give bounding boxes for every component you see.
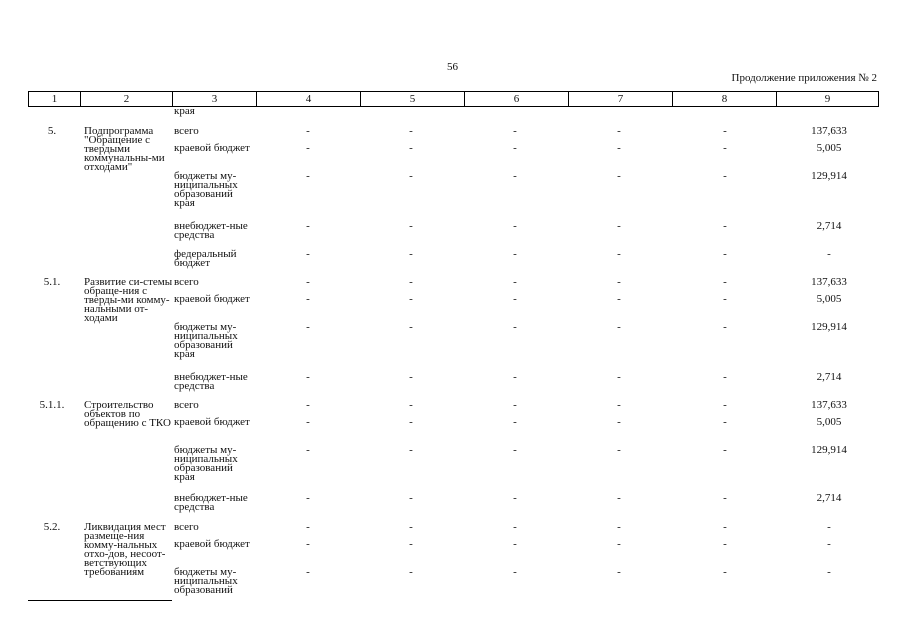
value-col-6: - <box>513 371 517 383</box>
funding-source: краевой бюджет <box>174 293 250 305</box>
value-col-6: - <box>513 125 517 137</box>
value-col-6: - <box>513 293 517 305</box>
funding-source: краевой бюджет <box>174 416 250 428</box>
value-col-6: - <box>513 248 517 260</box>
value-col-5: - <box>409 416 413 428</box>
value-col-5: - <box>409 220 413 232</box>
column-header: 8 <box>673 92 777 107</box>
value-col-4: - <box>306 321 310 333</box>
funding-source: бюджеты му-ниципальных образований <box>174 566 238 596</box>
funding-source: краевой бюджет <box>174 142 250 154</box>
funding-source: бюджеты му-ниципальных образований края <box>174 444 238 483</box>
value-col-8: - <box>723 444 727 456</box>
funding-source: внебюджет-ные средства <box>174 371 248 392</box>
value-col-4: - <box>306 293 310 305</box>
value-col-6: - <box>513 321 517 333</box>
value-col-4: - <box>306 416 310 428</box>
value-col-9: - <box>827 248 831 260</box>
value-col-7: - <box>617 566 621 578</box>
funding-source: бюджеты му-ниципальных образований края <box>174 170 238 209</box>
value-col-8: - <box>723 276 727 288</box>
value-col-5: - <box>409 142 413 154</box>
item-name: Подпрограмма "Обращение с твердыми коммунальны-ми отходами" <box>84 125 165 173</box>
value-col-4: - <box>306 276 310 288</box>
value-col-4: - <box>306 248 310 260</box>
value-col-7: - <box>617 142 621 154</box>
value-col-8: - <box>723 125 727 137</box>
funding-source: всего <box>174 521 199 533</box>
value-col-5: - <box>409 276 413 288</box>
value-col-9: 137,633 <box>811 125 847 137</box>
value-col-9: 137,633 <box>811 399 847 411</box>
value-col-9: 2,714 <box>816 492 842 504</box>
value-col-6: - <box>513 538 517 550</box>
value-col-6: - <box>513 399 517 411</box>
value-col-7: - <box>617 276 621 288</box>
value-col-9: 5,005 <box>816 142 842 154</box>
item-name: Строительство объектов по обращению с ТКО <box>84 399 171 429</box>
value-col-7: - <box>617 170 621 182</box>
value-col-9: 5,005 <box>816 416 842 428</box>
value-col-9: 137,633 <box>811 276 847 288</box>
value-col-9: 2,714 <box>816 371 842 383</box>
value-col-8: - <box>723 492 727 504</box>
value-col-8: - <box>723 321 727 333</box>
value-col-6: - <box>513 492 517 504</box>
value-col-7: - <box>617 371 621 383</box>
column-header: 5 <box>361 92 465 107</box>
value-col-8: - <box>723 521 727 533</box>
value-col-6: - <box>513 444 517 456</box>
value-col-4: - <box>306 371 310 383</box>
column-header: 7 <box>569 92 673 107</box>
item-number: 5. <box>47 125 57 137</box>
value-col-4: - <box>306 444 310 456</box>
value-col-8: - <box>723 142 727 154</box>
value-col-9: 129,914 <box>811 321 847 333</box>
value-col-8: - <box>723 220 727 232</box>
column-header-table <box>28 91 879 107</box>
value-col-8: - <box>723 566 727 578</box>
value-col-8: - <box>723 538 727 550</box>
value-col-5: - <box>409 248 413 260</box>
value-col-4: - <box>306 538 310 550</box>
item-name: Ликвидация мест размеще-ния комму-нальных отхо-дов, несоот-ветствующих требованиям <box>84 521 166 578</box>
table-body <box>28 107 878 607</box>
value-col-9: - <box>827 566 831 578</box>
value-col-4: - <box>306 170 310 182</box>
column-header: 2 <box>81 92 173 107</box>
funding-source: края <box>174 105 195 117</box>
value-col-6: - <box>513 142 517 154</box>
value-col-4: - <box>306 220 310 232</box>
value-col-7: - <box>617 248 621 260</box>
value-col-4: - <box>306 566 310 578</box>
column-header: 1 <box>29 92 81 107</box>
page-number: 56 <box>447 61 458 73</box>
value-col-5: - <box>409 293 413 305</box>
funding-source: всего <box>174 399 199 411</box>
value-col-8: - <box>723 293 727 305</box>
funding-source: всего <box>174 276 199 288</box>
funding-source: внебюджет-ные средства <box>174 220 248 241</box>
value-col-7: - <box>617 492 621 504</box>
item-name: Развитие си-стемы обраще-ния с тверды-ми комму-нальными от-ходами <box>84 276 173 324</box>
value-col-6: - <box>513 170 517 182</box>
value-col-5: - <box>409 444 413 456</box>
value-col-7: - <box>617 293 621 305</box>
value-col-5: - <box>409 371 413 383</box>
value-col-9: - <box>827 538 831 550</box>
value-col-5: - <box>409 170 413 182</box>
funding-source: краевой бюджет <box>174 538 250 550</box>
appendix-continuation: Продолжение приложения № 2 <box>731 72 877 84</box>
value-col-5: - <box>409 538 413 550</box>
value-col-9: 5,005 <box>816 293 842 305</box>
value-col-5: - <box>409 566 413 578</box>
value-col-5: - <box>409 321 413 333</box>
column-header: 6 <box>465 92 569 107</box>
value-col-7: - <box>617 125 621 137</box>
value-col-7: - <box>617 416 621 428</box>
funding-source: всего <box>174 125 199 137</box>
value-col-4: - <box>306 399 310 411</box>
value-col-9: 2,714 <box>816 220 842 232</box>
value-col-6: - <box>513 566 517 578</box>
value-col-4: - <box>306 492 310 504</box>
funding-source: внебюджет-ные средства <box>174 492 248 513</box>
value-col-8: - <box>723 170 727 182</box>
value-col-5: - <box>409 521 413 533</box>
value-col-7: - <box>617 220 621 232</box>
column-header: 9 <box>777 92 879 107</box>
value-col-9: 129,914 <box>811 170 847 182</box>
value-col-8: - <box>723 371 727 383</box>
footnote-rule <box>28 600 172 601</box>
value-col-8: - <box>723 248 727 260</box>
column-header: 4 <box>257 92 361 107</box>
column-header: 3 <box>173 92 257 107</box>
value-col-6: - <box>513 276 517 288</box>
value-col-7: - <box>617 321 621 333</box>
value-col-6: - <box>513 220 517 232</box>
item-number: 5.1. <box>43 276 61 288</box>
value-col-9: - <box>827 521 831 533</box>
funding-source: федеральный бюджет <box>174 248 237 269</box>
value-col-5: - <box>409 492 413 504</box>
value-col-7: - <box>617 538 621 550</box>
item-number: 5.2. <box>43 521 61 533</box>
value-col-5: - <box>409 125 413 137</box>
item-number: 5.1.1. <box>39 399 65 411</box>
value-col-8: - <box>723 416 727 428</box>
value-col-7: - <box>617 399 621 411</box>
value-col-7: - <box>617 444 621 456</box>
value-col-4: - <box>306 521 310 533</box>
value-col-5: - <box>409 399 413 411</box>
value-col-6: - <box>513 416 517 428</box>
funding-source: бюджеты му-ниципальных образований края <box>174 321 238 360</box>
value-col-4: - <box>306 142 310 154</box>
value-col-6: - <box>513 521 517 533</box>
value-col-7: - <box>617 521 621 533</box>
value-col-8: - <box>723 399 727 411</box>
value-col-4: - <box>306 125 310 137</box>
value-col-9: 129,914 <box>811 444 847 456</box>
